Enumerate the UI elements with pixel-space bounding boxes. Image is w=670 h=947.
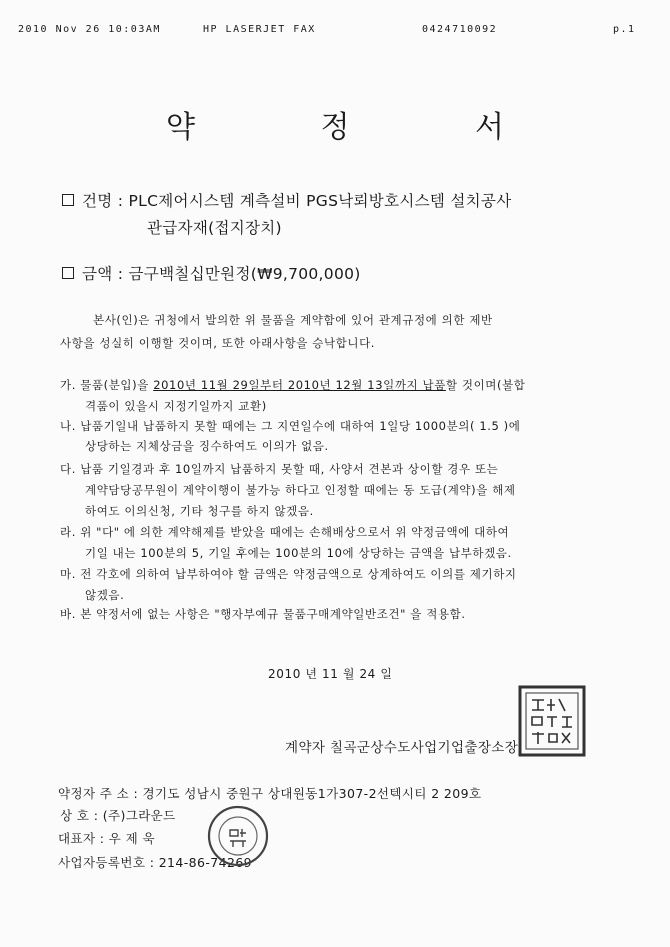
checkbox-icon xyxy=(62,267,74,279)
intro-line1: 본사(인)은 귀청에서 발의한 위 물품을 계약함에 있어 관계규정에 의한 제반 xyxy=(93,313,493,327)
clause-ra-line1: 라. 위 "다" 에 의한 계약해제를 받았을 때에는 손해배상으로서 위 약정금액에 대하여 xyxy=(60,525,510,539)
clause-da-line1: 다. 납품 기일경과 후 10일까지 납품하지 못할 때, 사양서 견본과 상이할 경우 또는 xyxy=(60,462,499,476)
subject-row xyxy=(62,189,511,211)
clause-ga-pre: 가. 물품(분입)을 xyxy=(60,378,154,392)
official-seal-icon xyxy=(517,684,587,758)
clause-ma-line1: 마. 전 각호에 의하여 납부하여야 할 금액은 약정금액으로 상계하여도 이의를 제기하지 xyxy=(60,567,517,581)
address-value: 경기도 성남시 중원구 상대원동1가307-2선텍시티 2 209호 xyxy=(142,786,482,801)
clause-da-line2: 계약담당공무원이 계약이행이 불가능 하다고 인정할 때에는 동 도급(계약)을 해제 xyxy=(85,483,516,497)
clause-ma-line2: 않겠음. xyxy=(85,588,125,602)
company-label: 상 호 : xyxy=(60,808,99,823)
fax-page: p.1 xyxy=(613,24,636,35)
ceo-label: 대표자 : xyxy=(58,831,105,846)
address-row xyxy=(58,784,481,802)
clause-ra-line2: 기일 내는 100분의 5, 기일 후에는 100분의 10에 상당하는 금액을 납부하겠음. xyxy=(85,546,512,560)
subject-line1: PLC제어시스템 계측설비 PGS낙뢰방호시스템 설치공사 xyxy=(128,192,512,210)
subject-line2: 관급자재(접지장치) xyxy=(147,219,282,237)
contract-date: 2010 년 11 월 24 일 xyxy=(268,667,393,681)
ceo-row xyxy=(58,829,155,847)
clause-na-line2: 상당하는 지체상금을 징수하여도 이의가 없음. xyxy=(85,439,329,453)
clause-ba-line1: 바. 본 약정서에 없는 사항은 "행자부예규 물품구매계약일반조건" 을 적용함. xyxy=(60,607,466,621)
fax-device: HP LASERJET FAX xyxy=(203,24,316,35)
address-label: 약정자 주 소 : xyxy=(58,786,139,801)
subject-label: 건명 : xyxy=(82,192,124,210)
amount-row xyxy=(62,262,361,284)
company-row xyxy=(60,806,176,824)
company-value: (주)그라운드 xyxy=(102,808,176,823)
document-title: 약 정 서 xyxy=(165,110,562,145)
clause-da-line3: 하여도 이의신청, 기타 청구를 하지 않겠음. xyxy=(85,504,314,518)
clause-ga-underlined: 2010년 11월 29일부터 2010년 12월 13일까지 납품 xyxy=(153,378,446,392)
company-seal-icon xyxy=(205,803,271,869)
intro-line2: 사항을 성실히 이행할 것이며, 또한 아래사항을 승낙합니다. xyxy=(60,336,376,350)
amount-value: 금구백칠십만원정(₩9,700,000) xyxy=(128,265,361,283)
regno-label: 사업자등록번호 : xyxy=(58,855,155,870)
checkbox-icon xyxy=(62,194,74,206)
clause-ga-post: 할 것이며(불합 xyxy=(445,378,526,392)
ceo-value: 우 제 욱 xyxy=(108,831,155,846)
clause-ga-line1 xyxy=(60,377,526,393)
regno-value: 214-86-74269 xyxy=(158,855,253,870)
fax-number: 0424710092 xyxy=(422,24,498,35)
clause-na-line1: 나. 납품기일내 납품하지 못할 때에는 그 지연일수에 대하여 1일당 1000분의( 1.5 )에 xyxy=(60,419,521,433)
clause-ga-line2: 격품이 있을시 지정기일까지 교환) xyxy=(85,399,267,413)
fax-datetime: 2010 Nov 26 10:03AM xyxy=(18,24,161,35)
contractor-line: 계약자 칠곡군상수도사업기업출장소장 xyxy=(285,740,519,756)
amount-label: 금액 : xyxy=(82,265,124,283)
